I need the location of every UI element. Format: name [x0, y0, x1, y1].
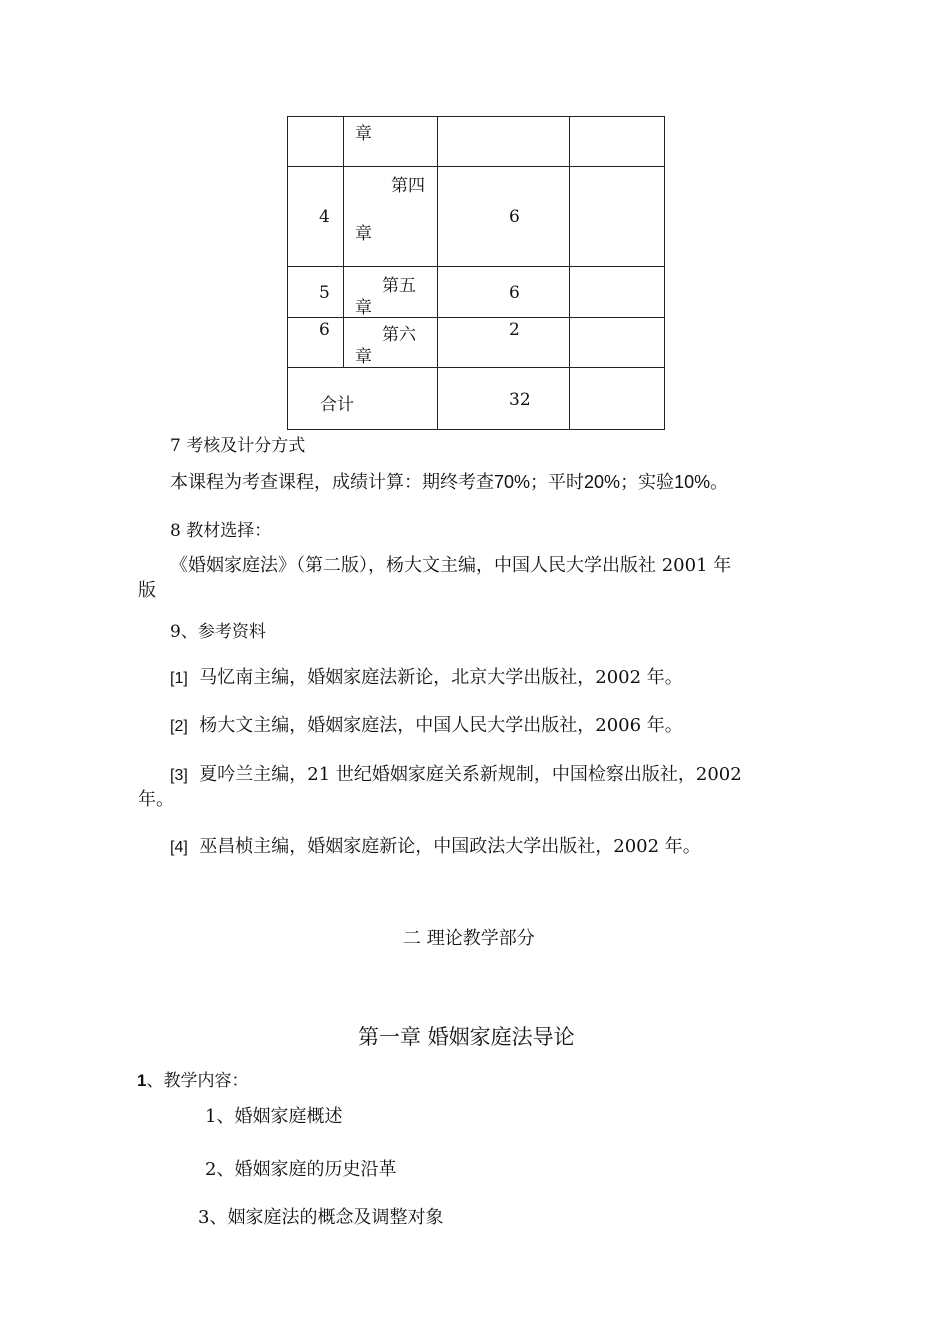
table-cell-hours [438, 267, 570, 318]
assessment-text-c: ；实验 [620, 472, 675, 493]
chapter-title: 第一章 婚姻家庭法导论 [358, 1025, 575, 1049]
table-row [288, 167, 665, 267]
reference-item [170, 832, 701, 858]
assessment-text [170, 468, 728, 494]
teaching-content-number: 1 [137, 1071, 147, 1090]
section-7-heading: 7 考核及计分方式 [170, 436, 306, 456]
chapter-label-top: 第五 [382, 276, 416, 296]
table-cell-hours [438, 167, 570, 267]
hours-value: 6 [509, 283, 520, 303]
row-number: 5 [319, 283, 330, 303]
row-number: 6 [319, 320, 330, 340]
reference-item [170, 760, 742, 786]
total-hours: 32 [509, 390, 531, 410]
part-title: 二 理论教学部分 [403, 928, 535, 949]
usual-percent: 20% [584, 472, 621, 492]
hours-value: 2 [509, 320, 520, 340]
reference-item [170, 711, 683, 737]
table-row [288, 267, 665, 318]
table-cell-chapter [344, 267, 438, 318]
reference-number: [1] [170, 670, 188, 687]
content-item: 2、婚姻家庭的历史沿革 [205, 1159, 397, 1180]
reference-number: [4] [170, 839, 188, 856]
chapter-label-bottom: 章 [355, 124, 372, 144]
table-cell-chapter [344, 117, 438, 167]
reference-text: 夏吟兰主编，21 世纪婚姻家庭关系新规制，中国检察出版社，2002 [199, 764, 742, 785]
table-cell-note [570, 267, 665, 318]
content-item: 3、姻家庭法的概念及调整对象 [198, 1207, 444, 1228]
hours-value: 6 [509, 207, 520, 227]
chapter-label-bottom: 章 [355, 347, 372, 367]
chapter-label-bottom: 章 [355, 224, 372, 244]
table-row [288, 318, 665, 368]
total-label: 合计 [320, 395, 354, 415]
assessment-text-a: 本课程为考查课程，成绩计算：期终考查 [170, 472, 494, 493]
assessment-text-d: 。 [710, 472, 729, 493]
lab-percent: 10% [674, 472, 711, 492]
textbook-line-1: 《婚姻家庭法》（第二版），杨大文主编，中国人民大学出版社 2001 年 [170, 555, 732, 576]
chapter-label-top: 第六 [382, 325, 416, 345]
schedule-table [287, 116, 665, 430]
table-row-total [288, 368, 665, 430]
table-cell-chapter [344, 318, 438, 368]
reference-number: [3] [170, 767, 188, 784]
chapter-label-top: 第四 [391, 176, 425, 196]
textbook-line-2: 版 [138, 580, 156, 601]
reference-item [170, 663, 683, 689]
reference-text: 巫昌桢主编，婚姻家庭新论，中国政法大学出版社，2002 年。 [199, 836, 701, 857]
assessment-text-b: ；平时 [530, 472, 585, 493]
chapter-label-bottom: 章 [355, 298, 372, 318]
table-cell-note [570, 117, 665, 167]
reference-text: 马忆南主编，婚姻家庭法新论，北京大学出版社，2002 年。 [199, 667, 683, 688]
section-9-heading: 9、参考资料 [170, 622, 266, 642]
table-row [288, 117, 665, 167]
table-cell-no [288, 117, 344, 167]
reference-number: [2] [170, 718, 188, 735]
table-cell-total-label [288, 368, 438, 430]
row-number: 4 [319, 207, 330, 227]
table-cell-note [570, 167, 665, 267]
table-cell-hours [438, 117, 570, 167]
final-exam-percent: 70% [494, 472, 531, 492]
table-cell-no [288, 318, 344, 368]
table-cell-note [570, 318, 665, 368]
teaching-content-heading [137, 1066, 248, 1091]
table-cell-no [288, 267, 344, 318]
teaching-content-label: 、教学内容： [146, 1071, 249, 1091]
reference-text: 杨大文主编，婚姻家庭法，中国人民大学出版社，2006 年。 [199, 715, 683, 736]
section-8-heading: 8 教材选择： [170, 521, 272, 541]
content-item: 1、婚姻家庭概述 [205, 1106, 343, 1127]
table-cell-hours [438, 318, 570, 368]
table-cell-no [288, 167, 344, 267]
reference-continuation: 年。 [138, 789, 174, 810]
table-cell-total-hours [438, 368, 570, 430]
table-cell-note [570, 368, 665, 430]
table-cell-chapter [344, 167, 438, 267]
